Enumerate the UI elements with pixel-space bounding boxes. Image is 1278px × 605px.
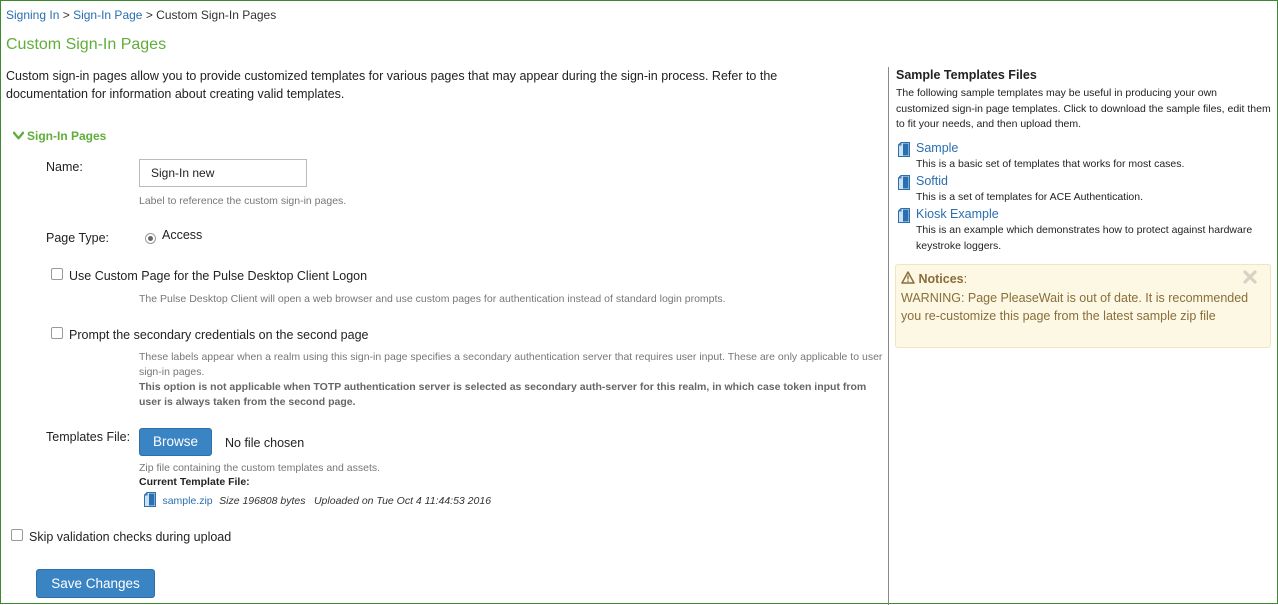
- name-label: Name:: [46, 160, 83, 174]
- breadcrumb-separator: >: [62, 8, 70, 22]
- file-icon: [144, 492, 156, 507]
- softid-description: This is a set of templates for ACE Authentication.: [916, 191, 1144, 203]
- warning-icon: [901, 271, 915, 284]
- current-template-label: Current Template File:: [139, 476, 250, 488]
- skip-validation-checkbox[interactable]: [11, 529, 23, 541]
- current-template-row: [144, 491, 491, 509]
- no-file-chosen: No file chosen: [225, 436, 305, 450]
- current-template-link[interactable]: sample.zip: [162, 495, 213, 507]
- section-toggle-sign-in-pages[interactable]: [13, 129, 106, 143]
- pulse-checkbox[interactable]: [51, 268, 63, 280]
- page-title: Custom Sign-In Pages: [6, 36, 167, 53]
- name-input[interactable]: Sign-In new: [139, 159, 307, 187]
- notice-header: [901, 271, 967, 286]
- notice-colon: :: [963, 272, 968, 286]
- file-icon: [898, 175, 910, 190]
- secondary-credentials-help: These labels appear when a realm using this sign-in page specifies a secondary authentication server that requires user input. These are only applicable to user sign-in pages.: [139, 351, 883, 378]
- templates-file-label: Templates File:: [46, 430, 131, 444]
- templates-file-help: Zip file containing the custom templates and assets.: [139, 462, 381, 474]
- secondary-credentials-note: This option is not applicable when TOTP authentication server is selected as secondary auth-server for this realm, in which case token input from user is always taken from the second page.: [139, 381, 867, 408]
- skip-validation-label: Skip validation checks during upload: [29, 530, 232, 544]
- notice-box: [895, 264, 1271, 348]
- page-type-radio-access[interactable]: [145, 233, 156, 244]
- chevron-down-icon: [13, 130, 24, 141]
- pulse-label: Use Custom Page for the Pulse Desktop Client Logon: [69, 269, 368, 283]
- sidebar-title: Sample Templates Files: [896, 68, 1037, 82]
- breadcrumb-sign-in-page[interactable]: Sign-In Page: [73, 8, 143, 22]
- page-intro: Custom sign-in pages allow you to provide customized templates for various pages that may appear during the sign-in process. Refer to the documentation for information about creating valid templates.: [6, 69, 778, 101]
- kiosk-example-description: This is an example which demonstrates how to protect against hardware keystroke loggers.: [916, 224, 1253, 252]
- softid-link[interactable]: Softid: [916, 174, 948, 188]
- sidebar-description: The following sample templates may be useful in producing your own customized sign-in page templates. Click to download the sample files, edit them to fit your needs, and then upload them.: [896, 87, 1271, 130]
- current-template-uploaded: Uploaded on Tue Oct 4 11:44:53 2016: [313, 495, 492, 507]
- browse-button[interactable]: Browse: [139, 428, 212, 456]
- secondary-credentials-checkbox[interactable]: [51, 327, 63, 339]
- section-title: Sign-In Pages: [27, 129, 107, 143]
- name-help: Label to reference the custom sign-in pages.: [139, 195, 347, 207]
- close-icon[interactable]: [1242, 269, 1258, 285]
- kiosk-example-link[interactable]: Kiosk Example: [916, 207, 999, 221]
- sample-description: This is a basic set of templates that works for most cases.: [916, 158, 1185, 170]
- notice-message: WARNING: Page PleaseWait is out of date. It is recommended you re-customize this page from the latest sample zip file: [901, 291, 1249, 323]
- file-icon: [898, 208, 910, 223]
- breadcrumb-signing-in[interactable]: Signing In: [6, 8, 60, 22]
- breadcrumb: [6, 8, 276, 22]
- column-divider: [888, 67, 889, 605]
- page-type-option-label: Access: [162, 228, 203, 242]
- current-template-size: Size 196808 bytes: [219, 495, 306, 507]
- page-type-label: Page Type:: [46, 231, 110, 245]
- secondary-credentials-label: Prompt the secondary credentials on the second page: [69, 328, 369, 342]
- save-changes-button[interactable]: Save Changes: [36, 569, 155, 598]
- breadcrumb-separator: >: [145, 8, 153, 22]
- file-icon: [898, 142, 910, 157]
- pulse-help: The Pulse Desktop Client will open a web browser and use custom pages for authentication instead of standard login prompts.: [139, 293, 726, 305]
- notice-title: Notices: [918, 272, 964, 286]
- sample-link[interactable]: Sample: [916, 141, 959, 155]
- breadcrumb-current: Custom Sign-In Pages: [156, 8, 277, 22]
